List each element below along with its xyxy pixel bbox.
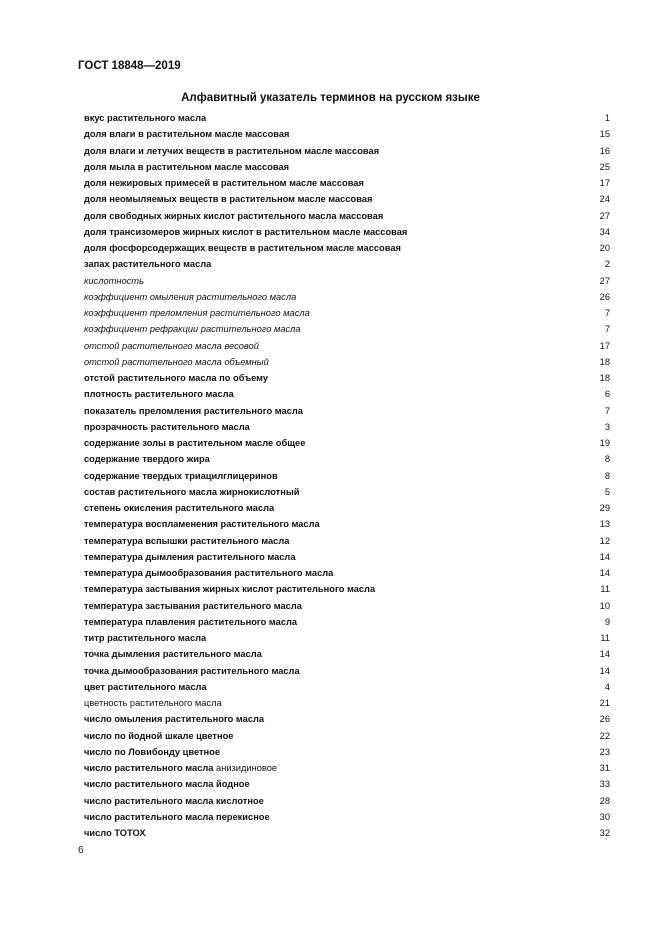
index-term: [84, 126, 289, 142]
index-term-text: вкус растительного масла: [84, 113, 207, 123]
page-number: 6: [78, 845, 84, 856]
index-term: [84, 159, 289, 175]
index-entry: [84, 744, 610, 760]
index-term: [84, 744, 220, 760]
index-term-text: доля неомыляемых веществ в растительном масле массовая: [84, 194, 373, 205]
index-term-suffix: анизидиновое: [213, 763, 278, 773]
index-entry: [84, 451, 610, 467]
index-term-number: 14: [599, 568, 610, 578]
index-term-text: отстой растительного масла весовой: [84, 340, 259, 351]
index-term-number: 7: [604, 405, 610, 416]
index-entry: [84, 191, 610, 207]
index-term-number: 2: [604, 259, 610, 270]
term-index-list: [84, 110, 610, 841]
index-term: [84, 240, 401, 256]
index-entry: [84, 711, 610, 727]
index-term: [84, 728, 233, 744]
index-term-text: показатель преломления растительного масла: [84, 405, 303, 416]
index-term: [84, 403, 303, 419]
index-entry: [84, 598, 610, 614]
index-term-text: отстой растительного масла объемный: [84, 356, 269, 367]
index-term-number: 14: [599, 551, 610, 562]
index-term: [84, 825, 146, 841]
index-term: [84, 370, 268, 386]
index-term-text: число растительного масла: [84, 763, 214, 773]
index-term-text: число растительного масла йодное: [84, 779, 250, 790]
index-term-number: 30: [599, 811, 610, 822]
index-entry: [84, 159, 610, 175]
index-term-text: доля свободных жирных кислот растительного масла массовая: [84, 210, 384, 221]
index-term: [84, 321, 301, 337]
index-entry: [84, 500, 610, 516]
index-entry: [84, 338, 610, 354]
index-entry: [84, 289, 610, 305]
index-term-number: 10: [599, 600, 610, 611]
index-term-text: коэффициент омыления растительного масла: [84, 291, 297, 302]
index-term-number: 18: [599, 356, 610, 367]
index-term: [84, 581, 375, 597]
index-term: [84, 468, 278, 484]
index-term: [84, 143, 379, 159]
index-entry: [84, 256, 610, 272]
index-term-number: 34: [599, 226, 610, 237]
index-term-number: 9: [604, 616, 610, 627]
index-entry: [84, 793, 610, 809]
index-entry: [84, 533, 610, 549]
index-term: [84, 500, 274, 516]
index-term-text: температура вспышки растительного масла: [84, 535, 290, 546]
index-term: [84, 224, 407, 240]
index-term-text: содержание твердого жира: [84, 454, 210, 465]
index-term-text: число омыления растительного масла: [84, 714, 265, 725]
index-entry: [84, 468, 610, 484]
index-entry: [84, 224, 610, 240]
index-term-number: 7: [604, 324, 610, 335]
index-term: [84, 289, 296, 305]
index-term: [84, 549, 296, 565]
index-term-text: цвет растительного масла: [84, 681, 207, 692]
index-term-text: кислотность: [84, 275, 144, 286]
index-entry: [84, 630, 610, 646]
index-term: [84, 256, 211, 272]
index-entry: [84, 760, 610, 776]
index-term: [84, 110, 206, 126]
index-term-number: 8: [604, 470, 610, 481]
index-term-text: точка дымообразования растительного масла: [84, 665, 300, 676]
index-term-number: 16: [599, 145, 610, 156]
index-term-text: доля мыла в растительном масле массовая: [84, 161, 290, 172]
index-entry: [84, 175, 610, 191]
index-entry: [84, 126, 610, 142]
index-term: [84, 679, 207, 695]
index-term-number: 14: [599, 665, 610, 676]
index-term-text: коэффициент преломления растительного масла: [84, 308, 310, 318]
index-term: [84, 711, 264, 727]
index-term-number: 3: [604, 421, 610, 432]
index-entry: [84, 646, 610, 662]
index-term-number: 13: [599, 519, 610, 530]
index-entry: [84, 386, 610, 402]
index-term: [84, 305, 310, 321]
index-term: [84, 516, 320, 532]
index-term-number: 8: [604, 454, 610, 465]
index-term-text: число по йодной шкале цветное: [84, 730, 234, 741]
index-term-text: коэффициент рефракции растительного масла: [84, 324, 301, 335]
index-term: [84, 533, 289, 549]
index-term-number: 14: [599, 649, 610, 660]
index-term: [84, 760, 277, 776]
index-term-number: 19: [599, 438, 610, 448]
index-term-number: 29: [599, 503, 610, 513]
index-entry: [84, 403, 610, 419]
index-term-number: 12: [599, 535, 610, 546]
index-term-number: 24: [599, 194, 610, 205]
index-term: [84, 273, 144, 289]
index-term-text: число растительного масла кислотное: [84, 795, 264, 806]
index-term-text: запах растительного масла: [84, 259, 212, 270]
index-term: [84, 484, 300, 500]
index-entry: [84, 825, 610, 841]
index-term-number: 15: [599, 129, 610, 140]
index-entry: [84, 614, 610, 630]
index-term: [84, 386, 234, 402]
index-entry: [84, 370, 610, 386]
index-term-text: температура плавления растительного масла: [84, 616, 298, 627]
index-term-text: число по Ловибонду цветное: [84, 746, 221, 757]
index-term-number: 26: [599, 291, 610, 302]
index-term: [84, 630, 206, 646]
index-term: [84, 175, 364, 191]
index-term-text: отстой растительного масла по объему: [84, 373, 269, 383]
index-term: [84, 695, 222, 711]
index-term: [84, 809, 270, 825]
index-term-text: температура дымообразования растительного масла: [84, 568, 334, 578]
index-entry: [84, 321, 610, 337]
index-term-number: 23: [599, 746, 610, 757]
index-entry: [84, 516, 610, 532]
index-entry: [84, 728, 610, 744]
index-entry: [84, 581, 610, 597]
index-term-text: состав растительного масла жирнокислотный: [84, 486, 300, 497]
index-term-number: 33: [599, 779, 610, 790]
index-term-number: 28: [599, 795, 610, 806]
index-term-number: 17: [599, 178, 610, 188]
index-term: [84, 598, 302, 614]
index-term-text: степень окисления растительного масла: [84, 503, 275, 513]
index-term-number: 21: [599, 698, 610, 708]
index-entry: [84, 143, 610, 159]
index-term-number: 26: [599, 714, 610, 725]
index-entry: [84, 435, 610, 451]
index-term: [84, 419, 250, 435]
index-term-number: 25: [599, 161, 610, 172]
index-entry: [84, 695, 610, 711]
index-term-number: 31: [599, 763, 610, 773]
index-term-text: температура воспламенения растительного масла: [84, 519, 320, 530]
index-entry: [84, 663, 610, 679]
index-term: [84, 663, 300, 679]
index-term-number: 7: [604, 308, 610, 318]
index-term-number: 1: [604, 113, 610, 123]
index-term-number: 22: [599, 730, 610, 741]
index-term-text: плотность растительного масла: [84, 389, 234, 400]
index-term-text: число ТОТОХ: [84, 828, 146, 838]
index-term-number: 6: [604, 389, 610, 400]
index-term: [84, 354, 269, 370]
index-term-text: титр растительного масла: [84, 633, 207, 643]
index-term: [84, 208, 383, 224]
index-term-text: содержание золы в растительном масле общее: [84, 438, 306, 448]
index-entry: [84, 809, 610, 825]
index-entry: [84, 208, 610, 224]
index-term-number: 20: [599, 243, 610, 253]
index-term-text: температура застывания жирных кислот растительного масла: [84, 584, 376, 595]
index-term-number: 27: [599, 210, 610, 221]
index-term: [84, 338, 259, 354]
index-term-text: температура дымления растительного масла: [84, 551, 296, 562]
index-term: [84, 614, 297, 630]
index-term-number: 32: [599, 828, 610, 838]
index-term: [84, 451, 210, 467]
index-term-text: температура застывания растительного масла: [84, 600, 302, 611]
index-term-text: доля влаги в растительном масле массовая: [84, 129, 290, 140]
index-entry: [84, 549, 610, 565]
index-term-number: 18: [599, 373, 610, 383]
index-term-number: 27: [599, 275, 610, 286]
index-entry: [84, 565, 610, 581]
index-entry: [84, 679, 610, 695]
index-term-number: 5: [604, 486, 610, 497]
index-term-number: 17: [599, 340, 610, 351]
index-entry: [84, 240, 610, 256]
index-term-text: цветность растительного масла: [84, 698, 222, 708]
index-term: [84, 435, 305, 451]
index-entry: [84, 484, 610, 500]
index-term-text: доля нежировых примесей в растительном масле массовая: [84, 178, 364, 188]
index-term-number: 11: [600, 633, 610, 643]
index-entry: [84, 305, 610, 321]
index-term: [84, 793, 264, 809]
index-term-text: доля трансизомеров жирных кислот в растительном масле массовая: [84, 226, 408, 237]
index-term-text: доля фосфорсодержащих веществ в растительном масле массовая: [84, 243, 401, 253]
index-entry: [84, 776, 610, 792]
index-term: [84, 776, 250, 792]
index-entry: [84, 273, 610, 289]
index-term: [84, 646, 262, 662]
index-term-text: число растительного масла перекисное: [84, 811, 270, 822]
index-term-text: точка дымления растительного масла: [84, 649, 262, 660]
index-title: Алфавитный указатель терминов на русском языке: [181, 92, 480, 104]
index-term-text: прозрачность растительного масла: [84, 421, 250, 432]
index-term: [84, 191, 372, 207]
index-term-text: содержание твердых триацилглицеринов: [84, 470, 278, 481]
index-term-number: 4: [604, 681, 610, 692]
index-term-text: доля влаги и летучих веществ в растительном масле массовая: [84, 145, 380, 156]
index-term: [84, 565, 333, 581]
document-code: ГОСТ 18848—2019: [78, 60, 181, 72]
index-entry: [84, 110, 610, 126]
index-entry: [84, 419, 610, 435]
index-term-number: 11: [600, 584, 610, 595]
index-entry: [84, 354, 610, 370]
